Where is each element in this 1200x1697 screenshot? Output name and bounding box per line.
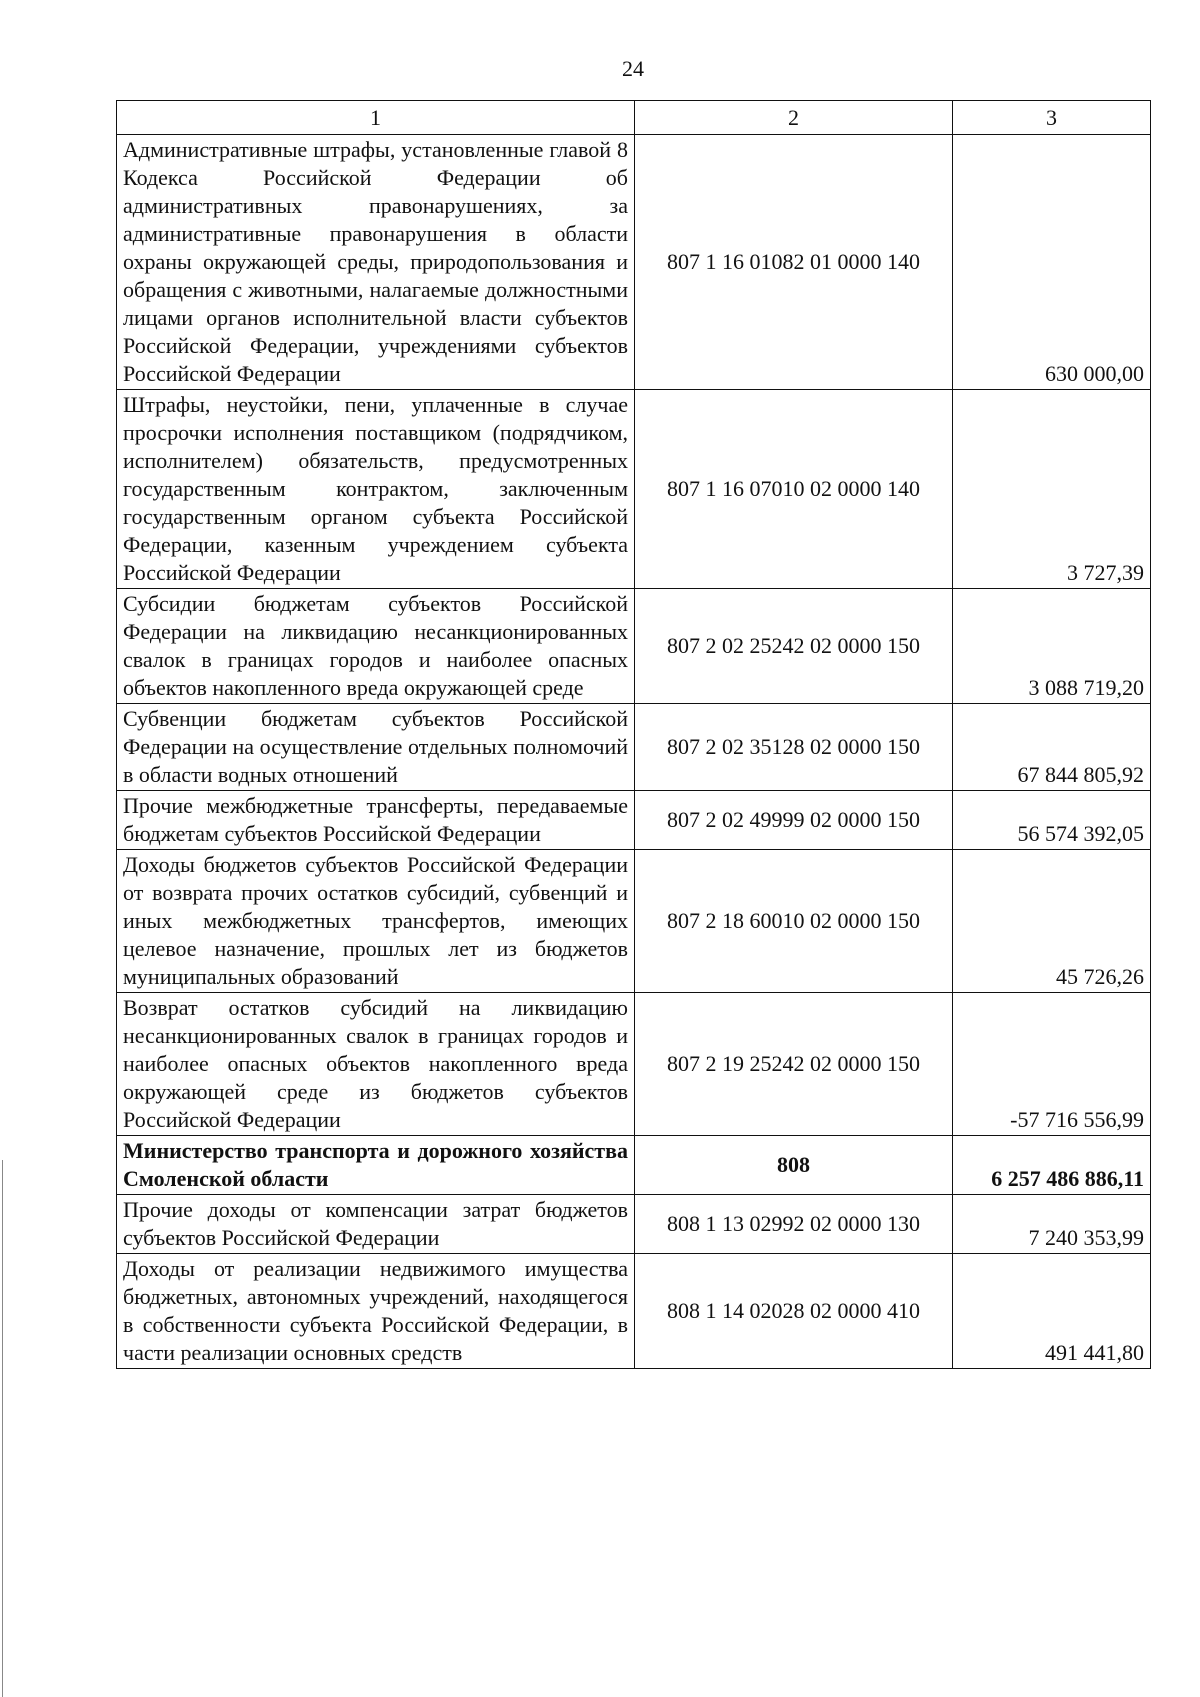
row-code-cell: 807 2 02 25242 02 0000 150	[635, 589, 953, 704]
table-row	[117, 704, 1151, 791]
revenue-table	[116, 100, 1151, 1369]
row-amount-cell: 3 727,39	[953, 390, 1151, 589]
row-code-cell: 807 1 16 01082 01 0000 140	[635, 135, 953, 390]
table-row	[117, 390, 1151, 589]
row-name-cell: Министерство транспорта и дорожного хозяйства Смоленской области	[117, 1136, 635, 1195]
row-name-cell: Доходы бюджетов субъектов Российской Федерации от возврата прочих остатков субсидий, субвенций и иных межбюджетных трансфертов, имеющих целевое назначение, прошлых лет из бюджетов муниципальных образований	[117, 850, 635, 993]
row-amount-cell: 6 257 486 886,11	[953, 1136, 1151, 1195]
row-code-cell: 807 2 18 60010 02 0000 150	[635, 850, 953, 993]
column-header-1: 1	[117, 101, 635, 135]
table-body	[117, 135, 1151, 1369]
row-amount-cell: 630 000,00	[953, 135, 1151, 390]
row-code-cell: 807 1 16 07010 02 0000 140	[635, 390, 953, 589]
row-code-cell: 808	[635, 1136, 953, 1195]
page-number: 24	[622, 56, 644, 81]
table-row	[117, 791, 1151, 850]
row-name-cell: Штрафы, неустойки, пени, уплаченные в случае просрочки исполнения поставщиком (подрядчиком, исполнителем) обязательств, предусмотренных государственным контрактом, заключенным государственным органом субъекта Российской Федерации, казенным учреждением субъекта Российской Федерации	[117, 390, 635, 589]
row-name-cell: Прочие межбюджетные трансферты, передаваемые бюджетам субъектов Российской Федерации	[117, 791, 635, 850]
table-row	[117, 589, 1151, 704]
table-row	[117, 1254, 1151, 1369]
row-amount-cell: 3 088 719,20	[953, 589, 1151, 704]
table-row	[117, 1136, 1151, 1195]
row-amount-cell: -57 716 556,99	[953, 993, 1151, 1136]
column-header-3: 3	[953, 101, 1151, 135]
row-name-cell: Доходы от реализации недвижимого имущества бюджетных, автономных учреждений, находящегося в собственности субъекта Российской Федерации, в части реализации основных средств	[117, 1254, 635, 1369]
row-amount-cell: 56 574 392,05	[953, 791, 1151, 850]
row-amount-cell: 7 240 353,99	[953, 1195, 1151, 1254]
row-name-cell: Субвенции бюджетам субъектов Российской Федерации на осуществление отдельных полномочий в области водных отношений	[117, 704, 635, 791]
row-amount-cell: 45 726,26	[953, 850, 1151, 993]
row-name-cell: Возврат остатков субсидий на ликвидацию несанкционированных свалок в границах городов и наиболее опасных объектов накопленного вреда окружающей среде из бюджетов субъектов Российской Федерации	[117, 993, 635, 1136]
table-row	[117, 135, 1151, 390]
row-name-cell: Прочие доходы от компенсации затрат бюджетов субъектов Российской Федерации	[117, 1195, 635, 1254]
row-code-cell: 807 2 02 49999 02 0000 150	[635, 791, 953, 850]
row-amount-cell: 67 844 805,92	[953, 704, 1151, 791]
table-row	[117, 850, 1151, 993]
row-code-cell: 807 2 02 35128 02 0000 150	[635, 704, 953, 791]
table-row	[117, 1195, 1151, 1254]
row-name-cell: Субсидии бюджетам субъектов Российской Федерации на ликвидацию несанкционированных свалок в границах городов и наиболее опасных объектов накопленного вреда окружающей среде	[117, 589, 635, 704]
row-name-cell: Административные штрафы, установленные главой 8 Кодекса Российской Федерации об административных правонарушениях, за административные правонарушения в области охраны окружающей среды, природопользования и обращения с животными, налагаемые должностными лицами органов исполнительной власти субъектов Российской Федерации, учреждениями субъектов Российской Федерации	[117, 135, 635, 390]
column-header-2: 2	[635, 101, 953, 135]
row-amount-cell: 491 441,80	[953, 1254, 1151, 1369]
table-row	[117, 993, 1151, 1136]
header-row	[117, 101, 1151, 135]
row-code-cell: 808 1 13 02992 02 0000 130	[635, 1195, 953, 1254]
row-code-cell: 808 1 14 02028 02 0000 410	[635, 1254, 953, 1369]
margin-rule	[2, 1160, 3, 1697]
row-code-cell: 807 2 19 25242 02 0000 150	[635, 993, 953, 1136]
